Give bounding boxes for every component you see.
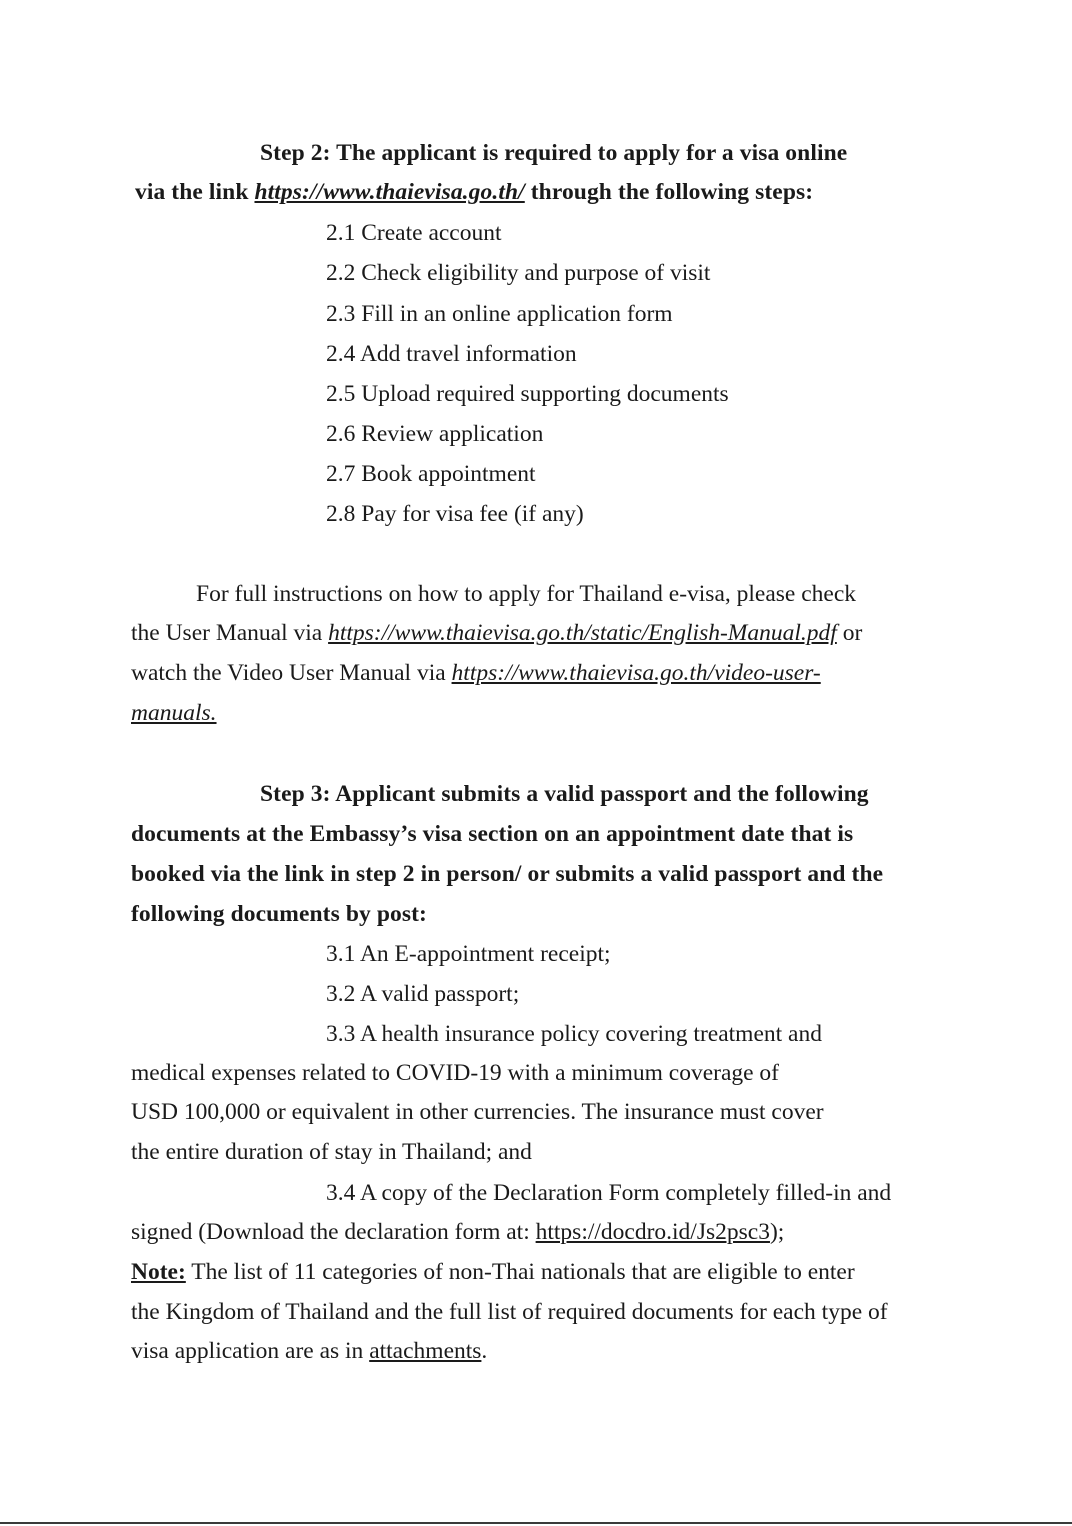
instructions-line3-prefix: watch the Video User Manual via <box>131 660 452 686</box>
step3-item-insurance-line2: medical expenses related to COVID-19 with a minimum coverage of <box>131 1060 780 1086</box>
attachments-link[interactable]: attachments <box>369 1338 482 1364</box>
step2-heading-line2 <box>135 177 813 207</box>
step3-heading-line4: following documents by post: <box>131 901 427 927</box>
instructions-line4 <box>131 698 217 728</box>
declaration-prefix: signed (Download the declaration form at: <box>131 1219 536 1245</box>
note-label: Note: <box>131 1259 186 1285</box>
step3-item-insurance-line4: the entire duration of stay in Thailand; and <box>131 1139 532 1165</box>
step3-item-insurance-line3: USD 100,000 or equivalent in other currencies. The insurance must cover <box>131 1099 824 1125</box>
note-line3-prefix: visa application are as in <box>131 1338 370 1364</box>
page-bottom-edge <box>0 1522 1072 1524</box>
step3-heading-line3: booked via the link in step 2 in person/ or submits a valid passport and the <box>131 861 884 887</box>
video-manual-link-continued[interactable]: manuals. <box>131 700 217 726</box>
note-line1-rest: The list of 11 categories of non-Thai nationals that are eligible to enter <box>185 1259 855 1285</box>
step2-item-travel-info: 2.4 Add travel information <box>326 341 577 367</box>
step2-item-review: 2.6 Review application <box>326 421 544 447</box>
step2-item-create-account: 2.1 Create account <box>326 220 502 246</box>
step2-item-fill-form: 2.3 Fill in an online application form <box>326 301 673 327</box>
step3-item-insurance-line1: 3.3 A health insurance policy covering treatment and <box>326 1021 822 1047</box>
step3-item-e-appointment: 3.1 An E-appointment receipt; <box>326 941 611 967</box>
instructions-line3 <box>131 658 821 688</box>
step2-heading-line1: Step 2: The applicant is required to apply for a visa online <box>260 140 848 166</box>
step2-item-check-eligibility: 2.2 Check eligibility and purpose of visit <box>326 260 711 286</box>
note-line1 <box>131 1257 855 1287</box>
step3-heading-line2: documents at the Embassy’s visa section on an appointment date that is <box>131 821 854 847</box>
note-line2: the Kingdom of Thailand and the full list of required documents for each type of <box>131 1299 888 1325</box>
step2-heading-prefix: via the link <box>135 179 255 205</box>
english-manual-link[interactable]: https://www.thaievisa.go.th/static/English-Manual.pdf <box>328 620 837 646</box>
step3-item-passport: 3.2 A valid passport; <box>326 981 520 1007</box>
video-manual-link[interactable]: https://www.thaievisa.go.th/video-user- <box>451 660 821 686</box>
step2-item-upload-docs: 2.5 Upload required supporting documents <box>326 381 729 407</box>
instructions-line2 <box>131 618 862 648</box>
step3-item-declaration-line2 <box>131 1217 784 1247</box>
note-line3-suffix: . <box>481 1338 488 1364</box>
step3-item-declaration-line1: 3.4 A copy of the Declaration Form completely filled-in and <box>326 1180 892 1206</box>
note-line3 <box>131 1336 487 1366</box>
instructions-line2-prefix: the User Manual via <box>131 620 329 646</box>
step3-heading-line1: Step 3: Applicant submits a valid passport and the following <box>260 781 869 807</box>
declaration-suffix: ); <box>769 1219 785 1245</box>
thaievisa-link[interactable]: https://www.thaievisa.go.th/ <box>254 179 525 205</box>
step2-item-pay-fee: 2.8 Pay for visa fee (if any) <box>326 501 584 527</box>
step2-item-book-appointment: 2.7 Book appointment <box>326 461 536 487</box>
declaration-form-link[interactable]: https://docdro.id/Js2psc3 <box>535 1219 770 1245</box>
instructions-line1: For full instructions on how to apply for Thailand e-visa, please check <box>196 581 857 607</box>
instructions-line2-suffix: or <box>836 620 863 646</box>
step2-heading-suffix: through the following steps: <box>524 179 814 205</box>
